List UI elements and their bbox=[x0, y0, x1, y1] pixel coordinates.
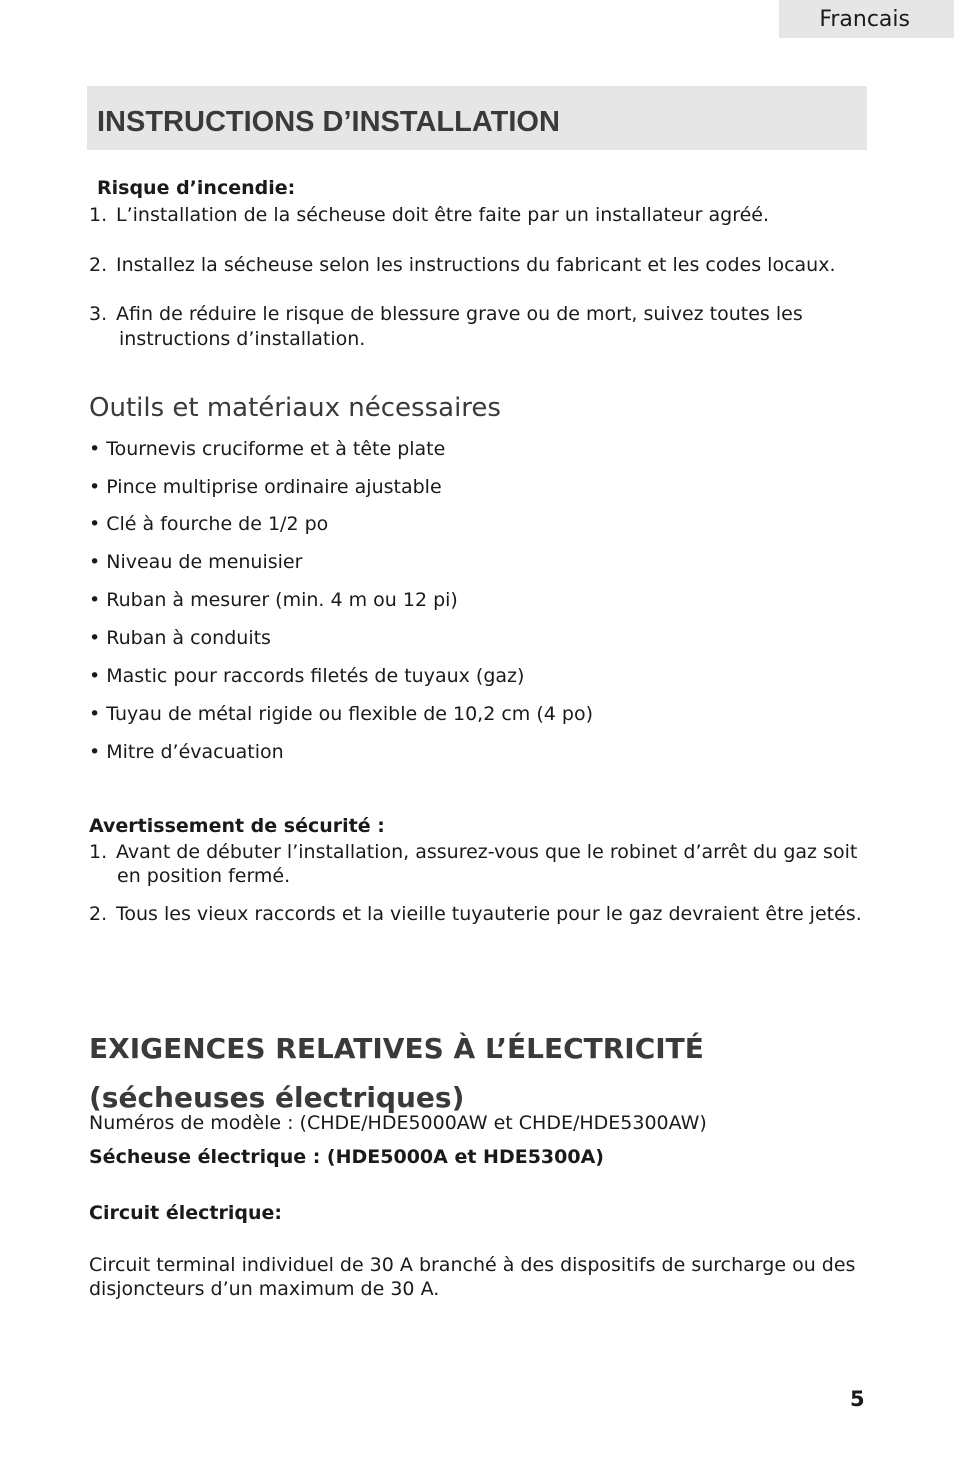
item-number: 3. bbox=[89, 303, 108, 325]
tool-item: • Clé à fourche de 1/2 po bbox=[89, 513, 329, 535]
tool-item: • Ruban à mesurer (min. 4 m ou 12 pi) bbox=[89, 589, 458, 611]
language-tab: Francais bbox=[779, 0, 954, 38]
fire-risk-label: Risque d’incendie: bbox=[97, 177, 296, 199]
circuit-text-line1: Circuit terminal individuel de 30 A branché à des dispositifs de surcharge ou des bbox=[89, 1254, 856, 1276]
tools-title: Outils et matériaux nécessaires bbox=[89, 393, 501, 423]
circuit-label: Circuit électrique: bbox=[89, 1202, 282, 1224]
model-numbers: Numéros de modèle : (CHDE/HDE5000AW et CHDE/HDE5300AW) bbox=[89, 1112, 707, 1134]
fire-risk-item-2 bbox=[89, 253, 836, 277]
item-number: 2. bbox=[89, 254, 108, 276]
tool-item: • Tuyau de métal rigide ou flexible de 10,2 cm (4 po) bbox=[89, 703, 593, 725]
tool-item: • Tournevis cruciforme et à tête plate bbox=[89, 438, 446, 460]
section-subtitle-electric-dryers: (sécheuses électriques) bbox=[89, 1081, 465, 1114]
fire-risk-item-3-cont: instructions d’installation. bbox=[119, 328, 366, 350]
tool-item: • Pince multiprise ordinaire ajustable bbox=[89, 476, 442, 498]
safety-warning-label: Avertissement de sécurité : bbox=[89, 815, 385, 837]
item-text: Tous les vieux raccords et la vieille tuyauterie pour le gaz devraient être jetés. bbox=[116, 903, 862, 925]
item-text-line1: Afin de réduire le risque de blessure grave ou de mort, suivez toutes les bbox=[116, 303, 803, 325]
section-title-installation: INSTRUCTIONS D’INSTALLATION bbox=[87, 86, 867, 150]
electric-dryer-models: Sécheuse électrique : (HDE5000A et HDE5300A) bbox=[89, 1146, 604, 1168]
safety-item-1-cont: en position fermé. bbox=[117, 865, 291, 887]
item-text-line1: Avant de débuter l’installation, assurez-vous que le robinet d’arrêt du gaz soit bbox=[116, 841, 858, 863]
circuit-text-line2: disjoncteurs d’un maximum de 30 A. bbox=[89, 1278, 440, 1300]
fire-risk-item-1 bbox=[89, 203, 769, 227]
item-text: Installez la sécheuse selon les instructions du fabricant et les codes locaux. bbox=[116, 254, 836, 276]
item-number: 2. bbox=[89, 903, 108, 925]
fire-risk-item-3 bbox=[89, 302, 803, 326]
tool-item: • Niveau de menuisier bbox=[89, 551, 303, 573]
item-text: L’installation de la sécheuse doit être faite par un installateur agréé. bbox=[116, 204, 770, 226]
tool-item: • Mastic pour raccords filetés de tuyaux (gaz) bbox=[89, 665, 525, 687]
item-number: 1. bbox=[89, 204, 108, 226]
item-number: 1. bbox=[89, 841, 108, 863]
tool-item: • Mitre d’évacuation bbox=[89, 741, 284, 763]
tool-item: • Ruban à conduits bbox=[89, 627, 271, 649]
safety-item-1 bbox=[89, 840, 857, 864]
section-title-electricity: EXIGENCES RELATIVES À L’ÉLECTRICITÉ bbox=[89, 1032, 704, 1065]
safety-item-2 bbox=[89, 902, 862, 926]
page-number: 5 bbox=[850, 1387, 865, 1411]
